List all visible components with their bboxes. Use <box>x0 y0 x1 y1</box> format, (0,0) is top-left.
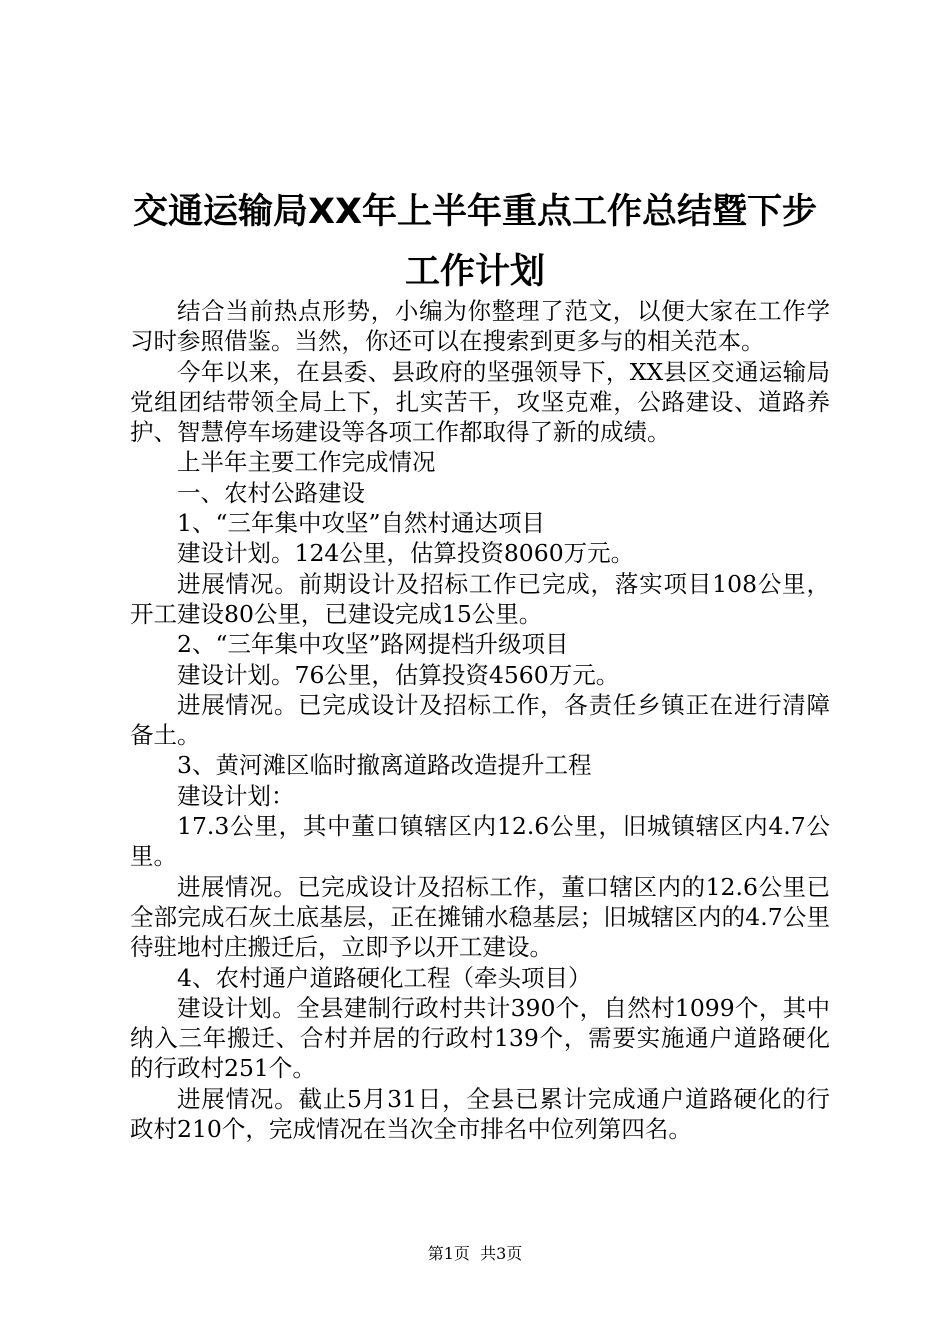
progress-paragraph: 进展情况。已完成设计及招标工作，各责任乡镇正在进行清障备土。 <box>130 690 830 750</box>
item-heading: 3、黄河滩区临时撤离道路改造提升工程 <box>177 751 592 780</box>
plan-paragraph: 建设计划。76公里，估算投资4560万元。 <box>177 660 620 689</box>
document-body <box>130 296 830 1144</box>
document-title-line-2: 工作计划 <box>404 252 545 292</box>
subsection-heading: 一、农村公路建设 <box>177 478 365 507</box>
plan-paragraph: 建设计划。全县建制行政村共计390个，自然村1099个，其中纳入三年搬迁、合村并居的行政村139个，需要实施通户道路硬化的行政村251个。 <box>130 993 830 1083</box>
progress-paragraph: 进展情况。前期设计及招标工作已完成，落实项目108公里，开工建设80公里，已建设完成15公里。 <box>130 569 830 628</box>
plan-detail-paragraph: 17.3公里，其中董口镇辖区内12.6公里，旧城镇辖区内4.7公里。 <box>130 812 830 871</box>
progress-paragraph: 进展情况。已完成设计及招标工作，董口辖区内的12.6公里已全部完成石灰土底基层，正在摊铺水稳基层；旧城辖区内的4.7公里待驻地村庄搬迁后，立即予以开工建设。 <box>130 872 830 962</box>
page-number-footer: 第1页 共3页 <box>427 1244 523 1263</box>
progress-paragraph: 进展情况。截止5月31日，全县已累计完成通户道路硬化的行政村210个，完成情况在当次全市排名中位列第四名。 <box>130 1084 830 1144</box>
item-heading: 4、农村通户道路硬化工程（牵头项目） <box>177 963 592 992</box>
plan-paragraph: 建设计划。124公里，估算投资8060万元。 <box>177 539 635 568</box>
section-heading: 上半年主要工作完成情况 <box>177 448 436 477</box>
overview-paragraph: 今年以来，在县委、县政府的坚强领导下，XX县区交通运输局党组团结带领全局上下，扎实苦干，攻坚克难，公路建设、道路养护、智慧停车场建设等各项工作都取得了新的成绩。 <box>130 357 830 447</box>
document-title-line-1: 交通运输局XX年上半年重点工作总结暨下步 <box>133 192 817 232</box>
item-heading: 2、“三年集中攻坚”路网提档升级项目 <box>177 630 569 659</box>
intro-paragraph: 结合当前热点形势，小编为你整理了范文，以便大家在工作学习时参照借鉴。当然，你还可以在搜索到更多与的相关范本。 <box>130 297 830 356</box>
item-heading: 1、“三年集中攻坚”自然村通达项目 <box>177 509 545 538</box>
plan-paragraph: 建设计划： <box>177 781 295 810</box>
